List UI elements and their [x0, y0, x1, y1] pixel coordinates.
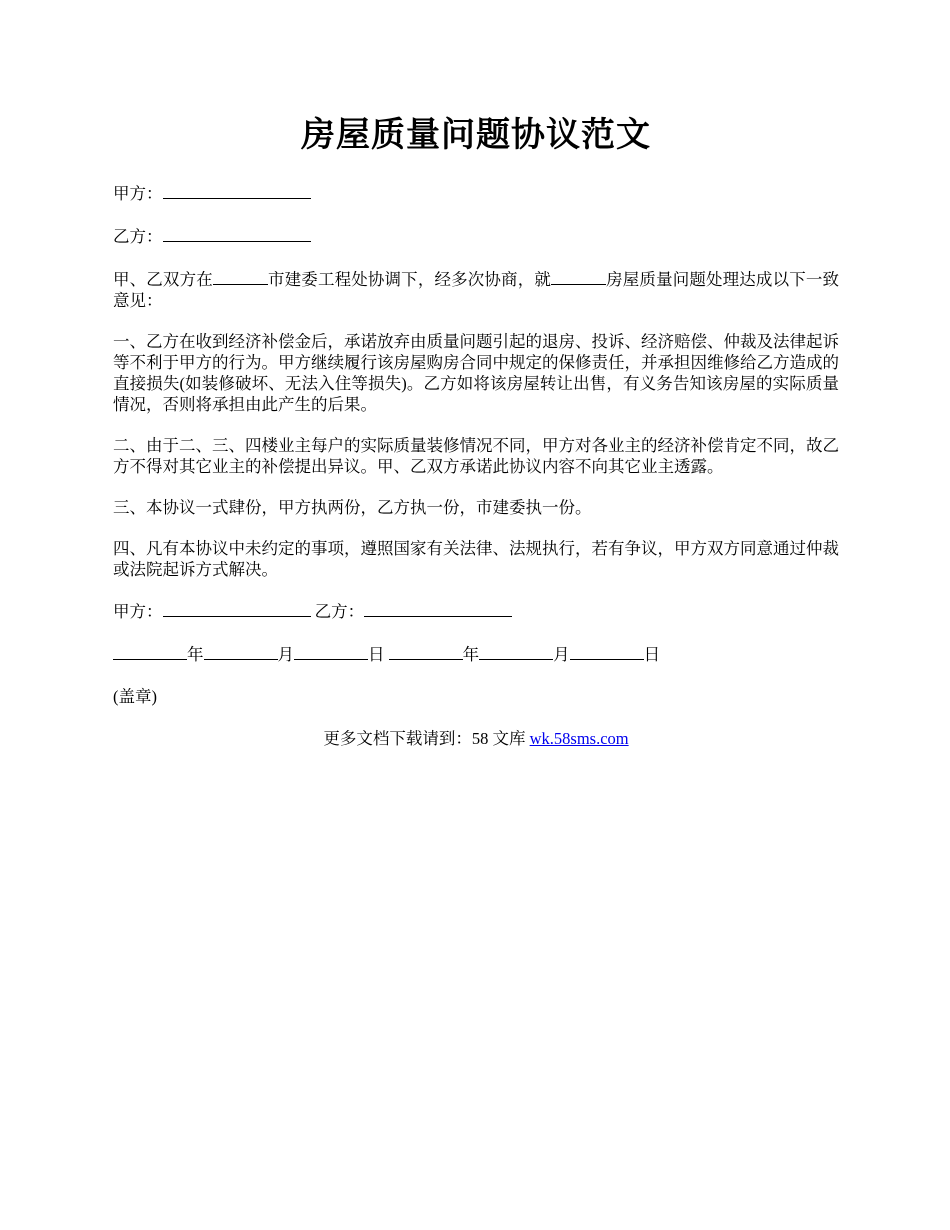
- date-line: [113, 643, 839, 666]
- document-title: 房屋质量问题协议范文: [301, 117, 651, 154]
- date-b-month-label: 月: [553, 645, 570, 664]
- download-footer: [113, 728, 839, 750]
- intro-part-3: 房屋质量问题处理达成以下一致意见：: [113, 270, 840, 310]
- date-b-day-blank: [570, 643, 644, 660]
- date-a-year-label: 年: [187, 645, 204, 664]
- party-b-line: [113, 225, 839, 248]
- seal-note: (盖章): [113, 687, 157, 706]
- signature-party-a-label: 甲方：: [113, 602, 163, 621]
- date-b-day-label: 日: [643, 645, 661, 664]
- party-b-label: 乙方：: [113, 227, 163, 246]
- date-a-day-blank: [294, 643, 368, 660]
- footer-link[interactable]: wk.58sms.com: [529, 729, 629, 748]
- clause-3: 三、本协议一式肆份，甲方执两份，乙方执一份，市建委执一份。: [113, 498, 592, 517]
- clause-2: 二、由于二、三、四楼业主每户的实际质量装修情况不同，甲方对各业主的经济补偿肯定不同，故乙方不得对其它业主的补偿提出异议。甲、乙双方承诺此协议内容不向其它业主透露。: [113, 436, 839, 476]
- city-blank: [213, 268, 268, 285]
- signature-party-b-blank: [364, 600, 512, 617]
- property-blank: [551, 268, 606, 285]
- date-a-day-label: 日: [368, 645, 385, 664]
- party-a-label: 甲方：: [113, 184, 163, 203]
- date-b-month-blank: [479, 643, 553, 660]
- date-b-year-blank: [389, 643, 463, 660]
- date-a-month-blank: [204, 643, 278, 660]
- party-b-blank: [163, 225, 311, 242]
- party-a-line: [113, 182, 839, 205]
- footer-text: 更多文档下载请到：58 文库: [323, 729, 530, 748]
- intro-paragraph: [113, 268, 839, 311]
- signature-party-a-blank: [163, 600, 311, 617]
- date-a-month-label: 月: [277, 645, 294, 664]
- document-page: [113, 112, 839, 750]
- intro-part-2: 市建委工程处协调下，经多次协商，就: [267, 270, 551, 289]
- clause-4: 四、凡有本协议中未约定的事项，遵照国家有关法律、法规执行，若有争议，甲方双方同意通过仲裁或法院起诉方式解决。: [113, 539, 839, 579]
- date-b-year-label: 年: [462, 645, 480, 664]
- signature-line: [113, 600, 839, 623]
- party-a-blank: [163, 182, 311, 199]
- intro-part-1: 甲、乙双方在: [113, 270, 213, 289]
- clause-1: 一、乙方在收到经济补偿金后，承诺放弃由质量问题引起的退房、投诉、经济赔偿、仲裁及法律起诉等不利于甲方的行为。甲方继续履行该房屋购房合同中规定的保修责任，并承担因维修给乙方造成的直接损失(如装修破坏、无法入住等损失)。乙方如将该房屋转让出售，有义务告知该房屋的实际质量情况，否则将承担由此产生的后果。: [113, 332, 839, 414]
- date-a-year-blank: [113, 643, 187, 660]
- signature-party-b-label: 乙方：: [314, 602, 365, 621]
